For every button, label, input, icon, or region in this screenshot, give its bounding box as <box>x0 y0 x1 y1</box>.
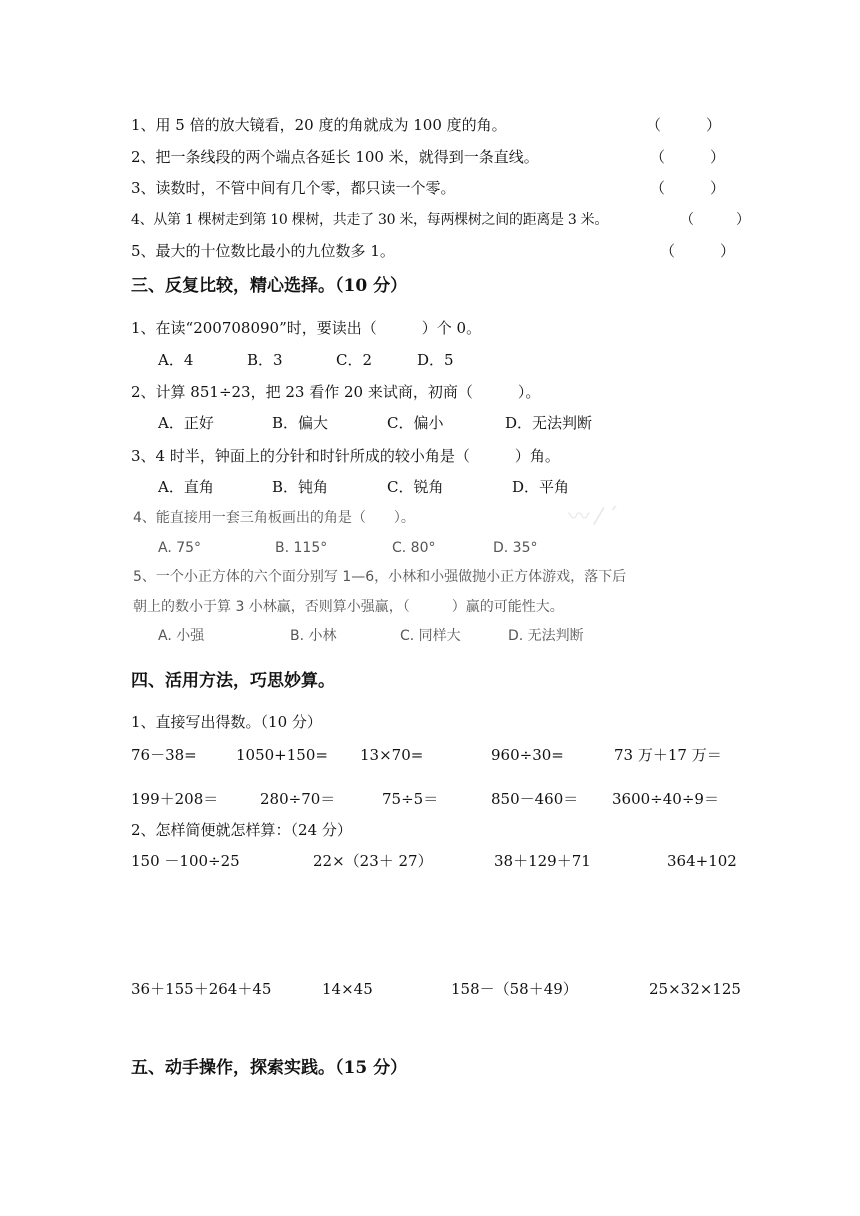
q5-option-c: C. 同样大 <box>400 628 461 644</box>
calc-1-5: 73 万＋17 万＝ <box>614 746 722 764</box>
q1-option-c: C．2 <box>336 351 373 369</box>
calc-2-1: 199＋208＝ <box>131 790 219 808</box>
q1-option-a: A．4 <box>158 351 194 369</box>
calc-1-2: 1050+150= <box>236 746 328 764</box>
simplify-2-3: 158－（58＋49） <box>451 980 578 998</box>
section3-heading: 三、反复比较，精心选择。（10 分） <box>131 276 408 296</box>
q3-option-b: B．钝角 <box>272 478 329 496</box>
section5-heading: 五、动手操作，探索实践。（15 分） <box>131 1058 408 1078</box>
answer-paren: （ ） <box>680 212 750 228</box>
simplify-2-2: 14×45 <box>322 980 373 998</box>
simplify-2-4: 25×32×125 <box>649 980 741 998</box>
q4-option-d: D. 35° <box>493 540 538 556</box>
q4-option-a: A. 75° <box>158 540 202 556</box>
q4-option-c: C. 80° <box>392 540 436 556</box>
q3-option-d: D．平角 <box>512 478 570 496</box>
q3-option-a: A．直角 <box>158 478 214 496</box>
answer-paren: （ ） <box>660 242 736 260</box>
calc-1-4: 960÷30= <box>491 746 564 764</box>
answer-paren: （ ） <box>650 179 726 197</box>
answer-paren: （ ） <box>646 116 722 134</box>
q5-option-b: B. 小林 <box>290 628 337 644</box>
simplify-2-1: 36＋155＋264＋45 <box>131 980 272 998</box>
judge-text: 1、用 5 倍的放大镜看，20 度的角就成为 100 度的角。 <box>131 116 507 134</box>
scan-watermark: 〰 ⁄ ˊ <box>568 505 619 530</box>
q1-option-b: B．3 <box>247 351 283 369</box>
judge-text: 3、读数时，不管中间有几个零，都只读一个零。 <box>131 179 456 197</box>
simplify-1-3: 38＋129＋71 <box>494 852 591 870</box>
q3-option-c: C．锐角 <box>387 478 444 496</box>
q1-option-d: D．5 <box>417 351 454 369</box>
calc-2-2: 280÷70＝ <box>260 790 336 808</box>
q5-line1: 5、一个小正方体的六个面分别写 1—6，小林和小强做抛小正方体游戏，落下后 <box>133 569 627 585</box>
q2-option-d: D．无法判断 <box>505 414 593 432</box>
sub1-title: 1、直接写出得数。（10 分） <box>131 713 322 731</box>
q5-option-d: D. 无法判断 <box>508 628 584 644</box>
calc-1-3: 13×70= <box>360 746 424 764</box>
q3-text: 3、4 时半，钟面上的分针和时针所成的较小角是（ ）角。 <box>131 447 560 465</box>
sub2-title: 2、怎样简便就怎样算：（24 分） <box>131 821 352 839</box>
simplify-1-2: 22×（23＋ 27） <box>313 852 433 870</box>
q2-option-a: A．正好 <box>158 414 214 432</box>
calc-2-5: 3600÷40÷9＝ <box>612 790 719 808</box>
q5-line2: 朝上的数小于算 3 小林赢，否则算小强赢，（ ）赢的可能性大。 <box>133 599 564 615</box>
q1-text: 1、在读“200708090”时，要读出（ ）个 0。 <box>131 319 482 337</box>
q2-option-c: C．偏小 <box>387 414 444 432</box>
q4-text: 4、能直接用一套三角板画出的角是（ ）。 <box>133 510 415 526</box>
simplify-1-4: 364+102 <box>667 852 737 870</box>
section4-heading: 四、活用方法，巧思妙算。 <box>131 671 335 691</box>
calc-2-4: 850－460＝ <box>491 790 579 808</box>
judge-text: 2、把一条线段的两个端点各延长 100 米，就得到一条直线。 <box>131 148 539 166</box>
judge-text: 5、最大的十位数比最小的九位数多 1。 <box>131 242 395 260</box>
answer-paren: （ ） <box>650 148 726 166</box>
calc-2-3: 75÷5＝ <box>382 790 439 808</box>
q5-option-a: A. 小强 <box>158 628 205 644</box>
q4-option-b: B. 115° <box>275 540 328 556</box>
calc-1-1: 76－38= <box>131 746 197 764</box>
judge-text: 4、从第 1 棵树走到第 10 棵树，共走了 30 米，每两棵树之间的距离是 3 米。 <box>131 212 609 228</box>
q2-text: 2、计算 851÷23，把 23 看作 20 来试商，初商（ ）。 <box>131 383 541 401</box>
q2-option-b: B．偏大 <box>272 414 329 432</box>
simplify-1-1: 150 －100÷25 <box>131 852 240 870</box>
